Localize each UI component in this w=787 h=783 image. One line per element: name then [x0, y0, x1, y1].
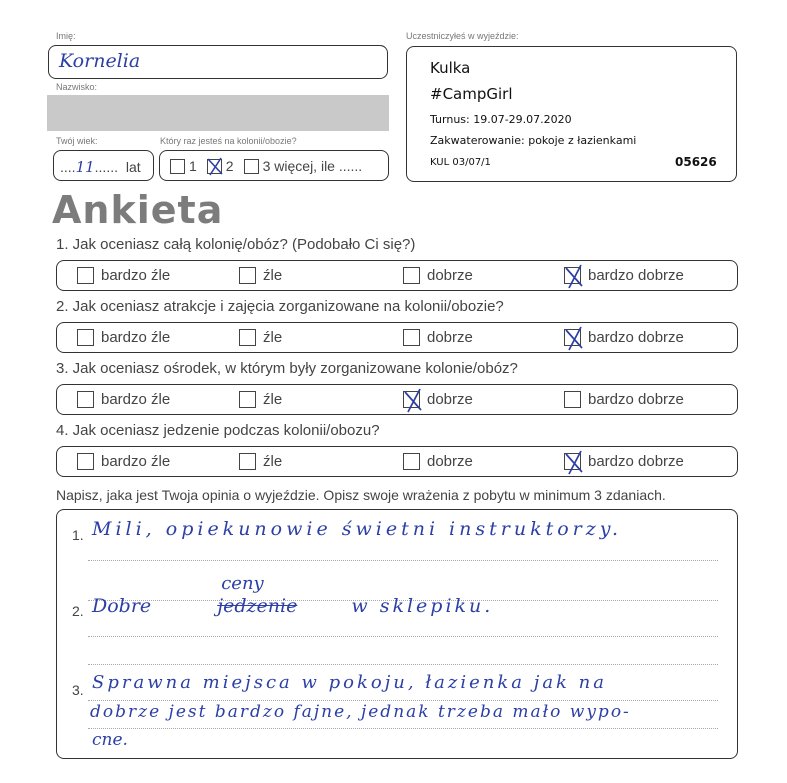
- rating-checkbox[interactable]: [564, 391, 581, 408]
- check-mark-icon: [400, 386, 426, 414]
- rating-option[interactable]: [403, 267, 473, 284]
- opinion-line-2-suffix: w sklepiku.: [351, 595, 494, 617]
- opinion-line: [88, 664, 718, 665]
- rating-checkbox[interactable]: [77, 453, 94, 470]
- opinion-line: [88, 560, 718, 561]
- wiek-dots-right: ......: [94, 159, 118, 175]
- imie-field[interactable]: [48, 45, 388, 79]
- ktory-opt2: 2: [225, 158, 234, 174]
- rating-label: bardzo dobrze: [588, 391, 684, 408]
- opinion-line-3a: Sprawna miejsca w pokoju, łazienka jak na: [92, 672, 608, 693]
- ktory-checkbox-3[interactable]: [244, 159, 259, 174]
- rating-checkbox[interactable]: [239, 329, 256, 346]
- participant-turnus: Turnus: 19.07-29.07.2020: [430, 113, 572, 126]
- rating-label: bardzo źle: [101, 267, 171, 284]
- rating-checkbox[interactable]: [564, 267, 581, 284]
- rating-option[interactable]: [239, 453, 282, 470]
- wiek-label: Twój wiek:: [56, 136, 98, 146]
- ktory-field[interactable]: [159, 150, 389, 181]
- opinion-line-1: Mili, opiekunowie świetni instruktorzy.: [92, 518, 623, 540]
- question-text: 2. Jak oceniasz atrakcje i zajęcia zorganizowane na kolonii/obozie?: [56, 298, 504, 315]
- ktory-label: Który raz jesteś na kolonii/obozie?: [160, 136, 297, 146]
- imie-label: Imię:: [56, 31, 76, 41]
- check-mark-icon: [561, 262, 587, 290]
- opinion-num-1: 1.: [72, 527, 84, 543]
- rating-checkbox[interactable]: [564, 329, 581, 346]
- opinion-line-2-prefix: Dobre: [92, 595, 152, 617]
- rating-label: bardzo dobrze: [588, 453, 684, 470]
- rating-row: [56, 322, 738, 353]
- rating-option[interactable]: [403, 329, 473, 346]
- rating-checkbox[interactable]: [239, 391, 256, 408]
- rating-checkbox[interactable]: [403, 329, 420, 346]
- rating-label: bardzo dobrze: [588, 267, 684, 284]
- rating-checkbox[interactable]: [239, 453, 256, 470]
- rating-option[interactable]: [403, 391, 473, 408]
- opinion-line-2-struck: jedzenie: [217, 595, 298, 617]
- ktory-checkbox-1[interactable]: [170, 159, 185, 174]
- rating-label: dobrze: [427, 329, 473, 346]
- rating-checkbox[interactable]: [403, 391, 420, 408]
- rating-checkbox[interactable]: [77, 329, 94, 346]
- rating-label: źle: [263, 267, 283, 284]
- rating-option[interactable]: [564, 329, 684, 346]
- rating-label: dobrze: [427, 391, 473, 408]
- rating-option[interactable]: [564, 391, 684, 408]
- rating-checkbox[interactable]: [564, 453, 581, 470]
- participant-zakwaterowanie: Zakwaterowanie: pokoje z łazienkami: [430, 134, 637, 147]
- participant-card: [406, 46, 737, 182]
- participant-name: Kulka: [430, 59, 471, 77]
- opinion-line-2-insert: ceny: [221, 573, 264, 594]
- rating-label: źle: [263, 329, 283, 346]
- nazwisko-label: Nazwisko:: [56, 82, 98, 92]
- ktory-opt1: 1: [189, 158, 197, 174]
- rating-row: [56, 260, 738, 291]
- wiek-dots-left: ....: [60, 159, 76, 175]
- rating-option[interactable]: [77, 267, 170, 284]
- rating-option[interactable]: [77, 329, 170, 346]
- rating-checkbox[interactable]: [77, 267, 94, 284]
- opinion-line-2: [92, 573, 494, 617]
- wiek-unit: lat: [125, 159, 141, 175]
- question-text: 1. Jak oceniasz całą kolonię/obóz? (Podobało Ci się?): [56, 236, 416, 253]
- rating-checkbox[interactable]: [239, 267, 256, 284]
- rating-option[interactable]: [239, 391, 282, 408]
- opinion-line-3b: dobrze jest bardzo fajne, jednak trzeba mało wypo-: [90, 702, 631, 722]
- ktory-opt3: 3 więcej, ile ......: [262, 158, 363, 174]
- rating-option[interactable]: [77, 453, 170, 470]
- opinion-line: [88, 700, 718, 701]
- check-mark-icon: [204, 154, 226, 178]
- participant-code: KUL 03/07/1: [430, 157, 491, 168]
- rating-label: dobrze: [427, 267, 473, 284]
- question-text: 3. Jak oceniasz ośrodek, w którym były zorganizowane kolonie/obóz?: [56, 360, 518, 377]
- rating-label: bardzo źle: [101, 391, 171, 408]
- opinion-num-2: 2.: [72, 603, 84, 619]
- opinion-prompt: Napisz, jaka jest Twoja opinia o wyjeździe. Opisz swoje wrażenia z pobytu w minimum 3 zdaniach.: [56, 487, 666, 503]
- rating-label: dobrze: [427, 453, 473, 470]
- page-title: Ankieta: [52, 188, 224, 232]
- rating-option[interactable]: [239, 267, 282, 284]
- rating-option[interactable]: [564, 453, 684, 470]
- wiek-value: 11: [75, 158, 95, 176]
- rating-checkbox[interactable]: [403, 267, 420, 284]
- rating-label: źle: [263, 391, 283, 408]
- check-mark-icon: [561, 448, 587, 476]
- participant-tag: #CampGirl: [430, 85, 513, 103]
- rating-checkbox[interactable]: [403, 453, 420, 470]
- rating-label: źle: [263, 453, 283, 470]
- uczestnik-label: Uczestniczyłeś w wyjeździe:: [406, 31, 519, 41]
- ktory-checkbox-2[interactable]: [207, 159, 222, 174]
- rating-option[interactable]: [239, 329, 282, 346]
- rating-row: [56, 446, 738, 477]
- opinion-line-3c: cne.: [92, 730, 128, 750]
- nazwisko-redacted: [47, 95, 389, 131]
- rating-checkbox[interactable]: [77, 391, 94, 408]
- rating-option[interactable]: [564, 267, 684, 284]
- imie-value: Kornelia: [59, 50, 141, 72]
- opinion-line: [88, 636, 718, 637]
- rating-option[interactable]: [77, 391, 170, 408]
- opinion-num-3: 3.: [72, 682, 84, 698]
- check-mark-icon: [561, 324, 587, 352]
- rating-row: [56, 384, 738, 415]
- opinion-line: [88, 728, 718, 729]
- participant-number: 05626: [675, 155, 717, 169]
- rating-label: bardzo dobrze: [588, 329, 684, 346]
- question-text: 4. Jak oceniasz jedzenie podczas kolonii/obozu?: [56, 422, 380, 439]
- rating-label: bardzo źle: [101, 329, 171, 346]
- rating-option[interactable]: [403, 453, 473, 470]
- rating-label: bardzo źle: [101, 453, 171, 470]
- wiek-field[interactable]: [53, 150, 154, 181]
